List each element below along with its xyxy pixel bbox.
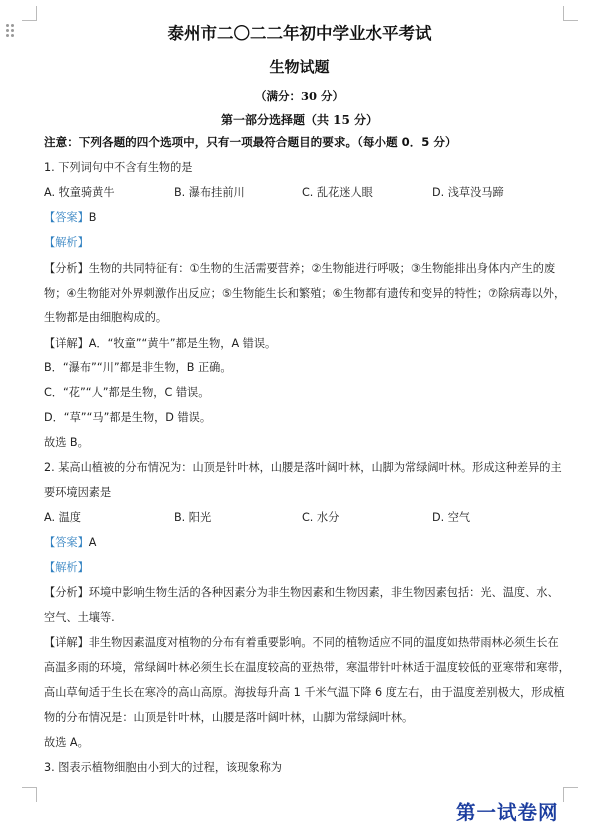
detail-line: D．“草”“马”都是生物，D 错误。	[44, 411, 212, 424]
exam-title: 泰州市二〇二二年初中学业水平考试	[167, 24, 432, 43]
analysis-line: 物；④生物能对外界刺激作出反应；⑤生物能生长和繁殖；⑥生物都有遗传和变异的特性；⑦除病毒以外，	[44, 287, 566, 300]
exam-score: （满分：30 分）	[254, 89, 344, 103]
option-b: B. 阳光	[174, 511, 212, 524]
question-2-stem: 要环境因素是	[44, 486, 112, 499]
option-c: C. 乱花迷人眼	[302, 186, 373, 199]
analysis-line: 【分析】生物的共同特征有：①生物的生活需要营养；②生物能进行呼吸；③生物能排出身体内产生的废	[44, 262, 556, 275]
option-b: B. 瀑布挂前川	[174, 186, 245, 199]
detail-line: 物的分布情况是：山顶是针叶林，山腰是落叶阔叶林，山脚为常绿阔叶林。	[44, 711, 414, 724]
page-corner-mark	[563, 6, 578, 21]
analysis-line: 【分析】环境中影响生物生活的各种因素分为非生物因素和生物因素，非生物因素包括：光、温度、水、	[44, 586, 559, 599]
detail-line: 故选 A。	[44, 736, 89, 749]
answer-value: A	[88, 536, 97, 549]
question-1-answer	[44, 211, 96, 225]
question-3-stem: 3. 图表示植物细胞由小到大的过程，该现象称为	[44, 761, 282, 774]
part-heading: 第一部分选择题（共 15 分）	[220, 113, 379, 127]
answer-tag: 【答案】	[44, 536, 89, 549]
analysis-tag: 【解析】	[44, 236, 89, 249]
option-c: C. 水分	[302, 511, 340, 524]
question-2-answer	[44, 536, 96, 550]
analysis-line: 空气、土壤等.	[44, 611, 115, 624]
option-d: D. 空气	[432, 511, 471, 524]
analysis-tag: 【解析】	[44, 561, 89, 574]
analysis-line: 生物都是由细胞构成的。	[44, 311, 168, 324]
page-corner-mark	[22, 787, 37, 802]
option-a: A. 温度	[44, 511, 81, 524]
option-a: A. 牧童骑黄牛	[44, 186, 115, 199]
detail-line: 高温多雨的环境，常绿阔叶林必须生长在温度较高的亚热带，寒温带针叶林适于温度较低的亚寒带和寒带，	[44, 661, 570, 674]
question-2-stem: 2. 某高山植被的分布情况为：山顶是针叶林，山腰是落叶阔叶林，山脚为常绿阔叶林。形成这种差异的主	[44, 461, 562, 474]
answer-value: B	[88, 211, 97, 224]
page-corner-mark	[563, 787, 578, 802]
detail-line: 【详解】非生物因素温度对植物的分布有着重要影响。不同的植物适应不同的温度如热带雨林必须生长在	[44, 636, 559, 649]
detail-line: 高山草甸适于生长在寒冷的高山高原。海拔每升高 1 千米气温下降 6 度左右，由于温度差别极大，形成植	[44, 686, 565, 699]
detail-line: 【详解】A．“牧童”“黄牛”都是生物，A 错误。	[44, 337, 277, 350]
page-corner-mark	[22, 6, 37, 21]
detail-line: B．“瀑布”“川”都是非生物，B 正确。	[44, 361, 232, 374]
option-d: D. 浅草没马蹄	[432, 186, 504, 199]
site-watermark: 第一试卷网	[456, 801, 559, 824]
detail-line: 故选 B。	[44, 436, 89, 449]
instruction-note: 注意：下列各题的四个选项中，只有一项最符合题目的要求。（每小题 0．5 分）	[44, 135, 457, 149]
question-1-stem: 1. 下列词句中不含有生物的是	[44, 161, 193, 174]
exam-subject: 生物试题	[269, 58, 330, 76]
answer-tag: 【答案】	[44, 211, 89, 224]
detail-line: C．“花”“人”都是生物，C 错误。	[44, 386, 210, 399]
